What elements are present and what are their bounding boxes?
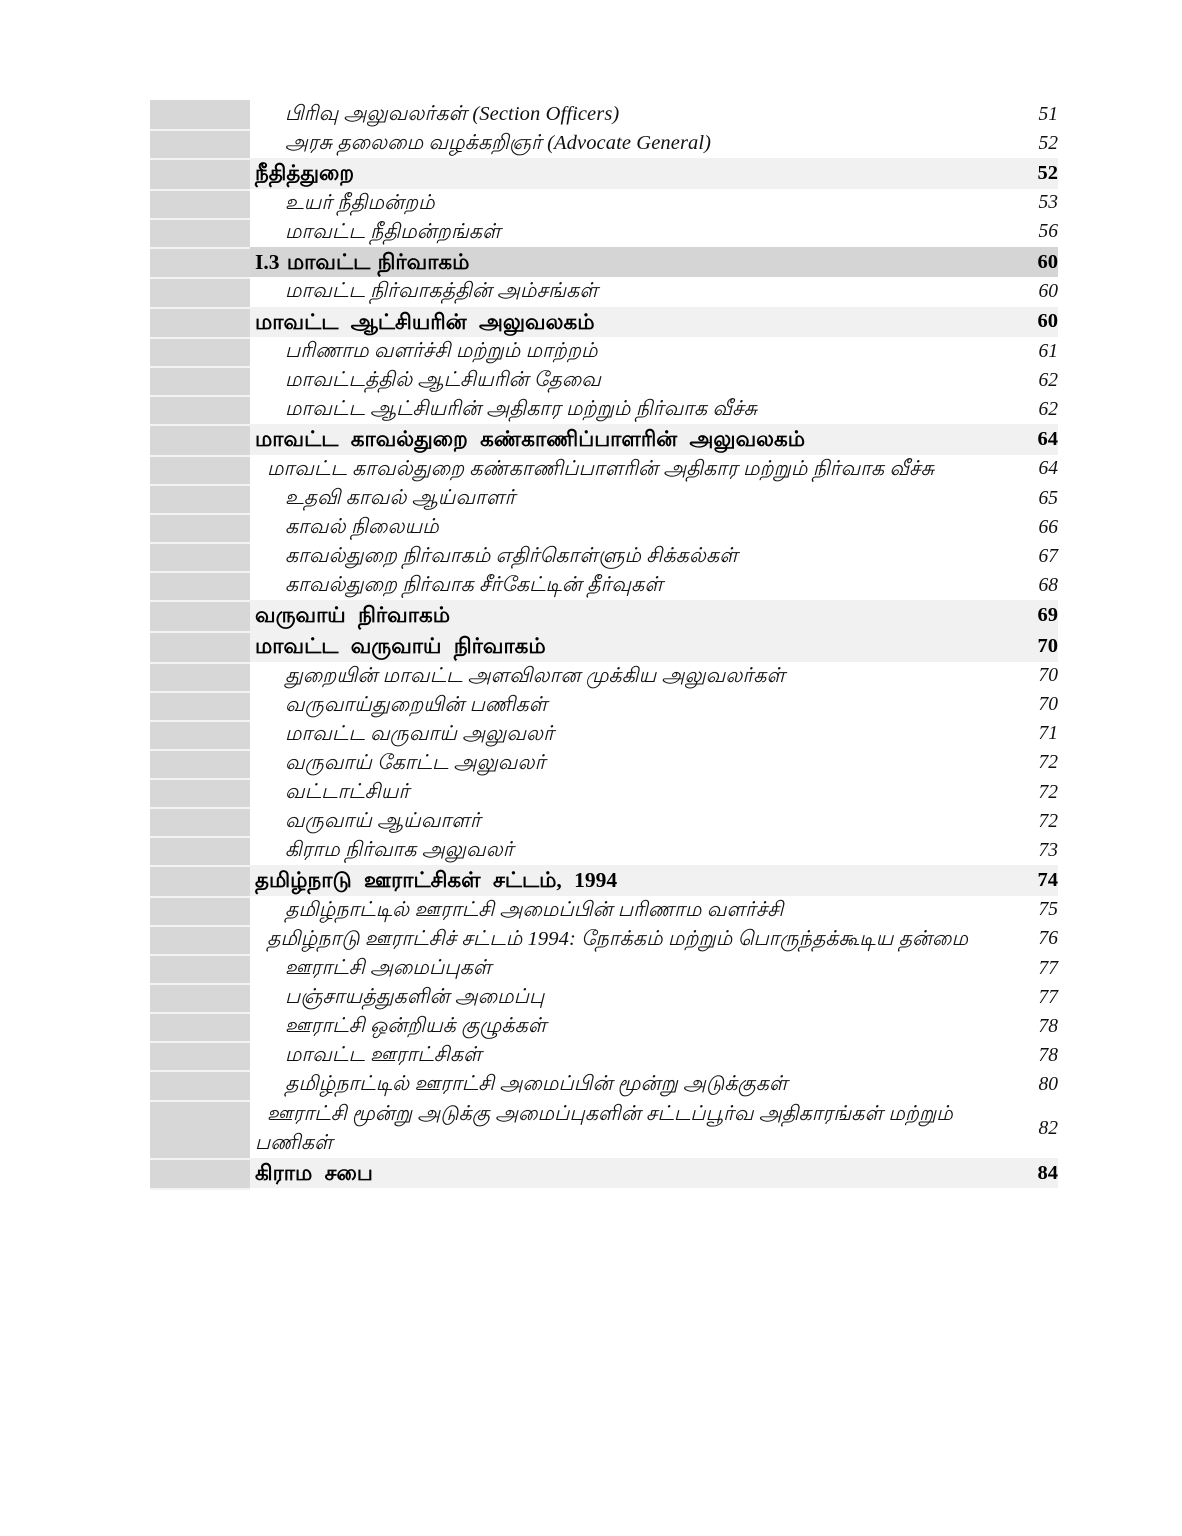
- toc-entry-label-cell: [250, 571, 980, 600]
- toc-entry-label: தமிழ்நாட்டில் ஊராட்சி அமைப்பின் மூன்று அடுக்குகள்: [285, 1073, 788, 1096]
- toc-entry-label: ஊராட்சி மூன்று அடுக்கு அமைப்புகளின் சட்டப்பூர்வ அதிகாரங்கள் மற்றும் பணிகள்: [255, 1102, 953, 1154]
- toc-page-number: 62: [1038, 398, 1058, 420]
- toc-row-gutter-cell: [150, 1100, 250, 1158]
- toc-row-gutter-cell: [150, 189, 250, 218]
- toc-page-number-cell: [980, 807, 1058, 836]
- toc-entry-row[interactable]: [150, 571, 1058, 600]
- toc-entry-label: மாவட்டத்தில் ஆட்சியரின் தேவை: [285, 369, 602, 392]
- toc-entry-label-cell: [250, 1012, 980, 1041]
- toc-entry-row[interactable]: [150, 1100, 1058, 1158]
- toc-entry-label: மாவட்ட ஆட்சியரின் அதிகார மற்றும் நிர்வாக வீச்சு: [285, 398, 758, 421]
- toc-entry-label-cell: [250, 366, 980, 395]
- toc-entry-row[interactable]: [150, 836, 1058, 865]
- toc-page-number: 78: [1038, 1044, 1058, 1066]
- toc-entry-label: காவல் நிலையம்: [285, 516, 439, 539]
- toc-entry-row[interactable]: [150, 366, 1058, 395]
- toc-page-number: 73: [1038, 839, 1058, 861]
- toc-page-number: 84: [1037, 1161, 1058, 1184]
- toc-page-number-cell: [980, 1041, 1058, 1070]
- toc-section-row[interactable]: [150, 865, 1058, 896]
- toc-page-number: 66: [1038, 516, 1058, 538]
- toc-entry-label-cell: [250, 100, 980, 129]
- toc-entry-label: பஞ்சாயத்துகளின் அமைப்பு: [285, 986, 545, 1009]
- toc-page-number: 77: [1038, 986, 1058, 1008]
- toc-entry-label-cell: [250, 307, 980, 338]
- toc-page-number: 71: [1038, 723, 1058, 745]
- toc-page-number: 72: [1038, 752, 1058, 774]
- toc-page-number: 78: [1038, 1015, 1058, 1037]
- toc-entry-label: மாவட்ட காவல்துறை கண்காணிப்பாளரின் அலுவலகம்: [255, 427, 806, 452]
- toc-entry-row[interactable]: [150, 925, 1058, 954]
- toc-page-number: 72: [1038, 781, 1058, 803]
- toc-page-number: 60: [1037, 310, 1058, 333]
- toc-entry-label-cell: [250, 954, 980, 983]
- toc-page-number: 51: [1038, 103, 1058, 125]
- toc-row-gutter-cell: [150, 366, 250, 395]
- toc-entry-label: I.3 மாவட்ட நிர்வாகம்: [255, 249, 470, 274]
- toc-entry-label-cell: [250, 807, 980, 836]
- toc-entry-row[interactable]: [150, 218, 1058, 247]
- toc-entry-label-cell: [250, 865, 980, 896]
- toc-entry-label: மாவட்ட நீதிமன்றங்கள்: [285, 220, 501, 243]
- toc-row-gutter-cell: [150, 395, 250, 424]
- toc-entry-row[interactable]: [150, 807, 1058, 836]
- toc-entry-row[interactable]: [150, 749, 1058, 778]
- toc-page-number-cell: [980, 129, 1058, 158]
- toc-entry-row[interactable]: [150, 100, 1058, 129]
- toc-entry-label: பரிணாம வளர்ச்சி மற்றும் மாற்றம்: [285, 340, 598, 363]
- toc-row-gutter-cell: [150, 1158, 250, 1189]
- toc-row-gutter-cell: [150, 983, 250, 1012]
- toc-entry-label-cell: [250, 158, 980, 189]
- toc-page-number: 70: [1038, 665, 1058, 687]
- toc-entry-label-cell: [250, 218, 980, 247]
- toc-entry-label: தமிழ்நாடு ஊராட்சிகள் சட்டம், 1994: [255, 868, 618, 893]
- toc-page-number-cell: [980, 749, 1058, 778]
- toc-page-number-cell: [980, 277, 1058, 306]
- toc-entry-label: உயர் நீதிமன்றம்: [285, 191, 435, 214]
- toc-entry-label: மாவட்ட ஊராட்சிகள்: [285, 1044, 482, 1067]
- toc-entry-label: துறையின் மாவட்ட அளவிலான முக்கிய அலுவலர்கள்: [285, 664, 786, 687]
- toc-page-number: 60: [1038, 281, 1058, 303]
- toc-page-number: 65: [1038, 487, 1058, 509]
- toc-entry-label-cell: [250, 247, 980, 278]
- toc-entry-label-cell: [250, 484, 980, 513]
- toc-entry-label: நீதித்துறை: [255, 161, 355, 186]
- toc-entry-label-cell: [250, 129, 980, 158]
- toc-entry-label: ஊராட்சி அமைப்புகள்: [285, 957, 492, 980]
- toc-page-number-cell: [980, 542, 1058, 571]
- toc-entry-label-cell: [250, 631, 980, 662]
- toc-entry-label-cell: [250, 513, 980, 542]
- toc-page-number-cell: [980, 954, 1058, 983]
- toc-entry-label-cell: [250, 720, 980, 749]
- toc-row-gutter-cell: [150, 865, 250, 896]
- toc-entry-label: மாவட்ட வருவாய் அலுவலர்: [285, 722, 554, 745]
- toc-page-number-cell: [980, 484, 1058, 513]
- toc-section-row[interactable]: [150, 631, 1058, 662]
- toc-entry-label: மாவட்ட காவல்துறை கண்காணிப்பாளரின் அதிகார மற்றும் நிர்வாக வீச்சு: [267, 457, 935, 480]
- toc-entry-label: வருவாய்துறையின் பணிகள்: [285, 693, 548, 716]
- toc-entry-label-cell: [250, 778, 980, 807]
- toc-row-gutter-cell: [150, 749, 250, 778]
- toc-row-gutter-cell: [150, 571, 250, 600]
- toc-entry-row[interactable]: [150, 189, 1058, 218]
- toc-entry-label: மாவட்ட வருவாய் நிர்வாகம்: [255, 634, 546, 658]
- toc-page-number: 82: [1038, 1117, 1058, 1139]
- toc-entry-row[interactable]: [150, 542, 1058, 571]
- toc-chapter-row[interactable]: [150, 247, 1058, 278]
- toc-row-gutter-cell: [150, 424, 250, 455]
- toc-page-number: 64: [1037, 428, 1058, 451]
- toc-entry-row[interactable]: [150, 1012, 1058, 1041]
- toc-page-number-cell: [980, 218, 1058, 247]
- toc-page-number: 76: [1038, 928, 1058, 950]
- toc-entry-label-cell: [250, 189, 980, 218]
- toc-entry-label: கிராம சபை: [255, 1160, 373, 1185]
- toc-section-row[interactable]: [150, 424, 1058, 455]
- toc-row-gutter-cell: [150, 836, 250, 865]
- toc-row-gutter-cell: [150, 455, 250, 484]
- toc-entry-label-cell: [250, 896, 980, 925]
- toc-page-number-cell: [980, 896, 1058, 925]
- toc-row-gutter-cell: [150, 100, 250, 129]
- toc-page-number-cell: [980, 865, 1058, 896]
- toc-row-gutter-cell: [150, 277, 250, 306]
- toc-row-gutter-cell: [150, 925, 250, 954]
- table-of-contents: [150, 100, 1058, 1188]
- toc-entry-label-cell: [250, 836, 980, 865]
- toc-entry-label-cell: [250, 1158, 980, 1189]
- toc-page-number: 52: [1037, 161, 1058, 184]
- toc-entry-row[interactable]: [150, 896, 1058, 925]
- toc-entry-row[interactable]: [150, 337, 1058, 366]
- toc-entry-label-cell: [250, 277, 980, 306]
- toc-entry-row[interactable]: [150, 1070, 1058, 1099]
- toc-entry-label-cell: [250, 1100, 980, 1158]
- toc-page-number: 77: [1038, 957, 1058, 979]
- toc-page-number: 69: [1037, 604, 1058, 627]
- toc-row-gutter-cell: [150, 954, 250, 983]
- toc-row-gutter-cell: [150, 896, 250, 925]
- toc-page-number-cell: [980, 424, 1058, 455]
- toc-page-number-cell: [980, 925, 1058, 954]
- toc-page-number-cell: [980, 337, 1058, 366]
- toc-page-number: 56: [1038, 221, 1058, 243]
- toc-row-gutter-cell: [150, 778, 250, 807]
- toc-section-row[interactable]: [150, 158, 1058, 189]
- toc-entry-row[interactable]: [150, 691, 1058, 720]
- toc-row-gutter-cell: [150, 484, 250, 513]
- toc-row-gutter-cell: [150, 1070, 250, 1099]
- toc-row-gutter-cell: [150, 807, 250, 836]
- toc-section-row[interactable]: [150, 600, 1058, 631]
- toc-page-number-cell: [980, 189, 1058, 218]
- toc-entry-row[interactable]: [150, 277, 1058, 306]
- toc-entry-label-cell: [250, 395, 980, 424]
- toc-entry-label: தமிழ்நாட்டில் ஊராட்சி அமைப்பின் பரிணாம வளர்ச்சி: [285, 898, 784, 921]
- toc-entry-label: மாவட்ட ஆட்சியரின் அலுவலகம்: [255, 309, 595, 334]
- toc-entry-label-cell: [250, 542, 980, 571]
- toc-page-number: 70: [1038, 694, 1058, 716]
- toc-page-number-cell: [980, 1012, 1058, 1041]
- toc-page-number: 75: [1038, 899, 1058, 921]
- toc-page-number-cell: [980, 307, 1058, 338]
- toc-page-number: 67: [1038, 545, 1058, 567]
- toc-entry-label-cell: [250, 600, 980, 631]
- toc-entry-label-cell: [250, 455, 980, 484]
- toc-page-number-cell: [980, 691, 1058, 720]
- toc-row-gutter-cell: [150, 720, 250, 749]
- toc-row-gutter-cell: [150, 247, 250, 278]
- toc-page-number: 60: [1037, 250, 1058, 273]
- toc-page-number: 61: [1038, 340, 1058, 362]
- toc-page-number-cell: [980, 513, 1058, 542]
- toc-row-gutter-cell: [150, 631, 250, 662]
- toc-entry-label: பிரிவு அலுவலர்கள் (Section Officers): [285, 103, 620, 125]
- toc-page-number-cell: [980, 571, 1058, 600]
- toc-entry-label: காவல்துறை நிர்வாக சீர்கேட்டின் தீர்வுகள்: [285, 574, 663, 597]
- toc-entry-label: மாவட்ட நிர்வாகத்தின் அம்சங்கள்: [285, 280, 598, 303]
- toc-entry-label-cell: [250, 749, 980, 778]
- toc-page-number-cell: [980, 836, 1058, 865]
- toc-page-number: 64: [1038, 458, 1058, 480]
- toc-row-gutter-cell: [150, 542, 250, 571]
- toc-entry-row[interactable]: [150, 778, 1058, 807]
- toc-page-number-cell: [980, 600, 1058, 631]
- toc-page-number-cell: [980, 1100, 1058, 1158]
- toc-section-row[interactable]: [150, 307, 1058, 338]
- toc-row-gutter-cell: [150, 337, 250, 366]
- toc-entry-label-cell: [250, 337, 980, 366]
- toc-section-row[interactable]: [150, 1158, 1058, 1189]
- toc-entry-label: காவல்துறை நிர்வாகம் எதிர்கொள்ளும் சிக்கல்கள்: [285, 545, 738, 568]
- toc-entry-label-cell: [250, 1041, 980, 1070]
- toc-page-number-cell: [980, 395, 1058, 424]
- toc-page-number-cell: [980, 455, 1058, 484]
- toc-page-number-cell: [980, 631, 1058, 662]
- toc-entry-row[interactable]: [150, 1041, 1058, 1070]
- toc-page-number-cell: [980, 100, 1058, 129]
- toc-entry-label: வருவாய் ஆய்வாளர்: [285, 810, 481, 833]
- toc-row-gutter-cell: [150, 218, 250, 247]
- toc-row-gutter-cell: [150, 1012, 250, 1041]
- toc-entry-label: வட்டாட்சியர்: [285, 780, 410, 803]
- toc-page-number-cell: [980, 366, 1058, 395]
- toc-entry-label: வருவாய் கோட்ட அலுவலர்: [285, 751, 546, 774]
- toc-entry-row[interactable]: [150, 455, 1058, 484]
- toc-row-gutter-cell: [150, 1041, 250, 1070]
- toc-page-number-cell: [980, 662, 1058, 691]
- toc-entry-label: வருவாய் நிர்வாகம்: [255, 603, 451, 628]
- toc-page-number-cell: [980, 983, 1058, 1012]
- toc-page-number-cell: [980, 720, 1058, 749]
- toc-entry-row[interactable]: [150, 662, 1058, 691]
- toc-page-number: 74: [1037, 869, 1058, 892]
- toc-entry-label-cell: [250, 662, 980, 691]
- toc-page-number-cell: [980, 247, 1058, 278]
- toc-page-number: 68: [1038, 574, 1058, 596]
- toc-row-gutter-cell: [150, 307, 250, 338]
- toc-entry-row[interactable]: [150, 720, 1058, 749]
- toc-entry-label-cell: [250, 1070, 980, 1099]
- toc-entry-row[interactable]: [150, 395, 1058, 424]
- toc-page-number-cell: [980, 778, 1058, 807]
- toc-row-gutter-cell: [150, 513, 250, 542]
- toc-entry-row[interactable]: [150, 129, 1058, 158]
- toc-page-number-cell: [980, 1070, 1058, 1099]
- toc-entry-row[interactable]: [150, 983, 1058, 1012]
- toc-page-number: 80: [1038, 1074, 1058, 1095]
- toc-page-number: 70: [1037, 634, 1058, 657]
- toc-entry-label: ஊராட்சி ஒன்றியக் குழுக்கள்: [285, 1015, 547, 1038]
- toc-row-gutter-cell: [150, 691, 250, 720]
- toc-page-number-cell: [980, 1158, 1058, 1189]
- toc-row-gutter-cell: [150, 600, 250, 631]
- toc-entry-label: தமிழ்நாடு ஊராட்சிச் சட்டம் 1994: நோக்கம் மற்றும் பொருந்தக்கூடிய தன்மை: [267, 927, 969, 950]
- toc-entry-row[interactable]: [150, 513, 1058, 542]
- toc-entry-label-cell: [250, 925, 980, 954]
- toc-entry-row[interactable]: [150, 954, 1058, 983]
- toc-entry-row[interactable]: [150, 484, 1058, 513]
- toc-entry-label: உதவி காவல் ஆய்வாளர்: [285, 487, 516, 510]
- toc-page-number: 62: [1038, 369, 1058, 391]
- toc-page-number-cell: [980, 158, 1058, 189]
- toc-page-number: 72: [1038, 810, 1058, 832]
- toc-entry-label-cell: [250, 691, 980, 720]
- gutter-separator: [150, 1188, 250, 1190]
- toc-entry-label-cell: [250, 424, 980, 455]
- toc-entry-label: அரசு தலைமை வழக்கறிஞர் (Advocate General): [285, 132, 712, 155]
- toc-body: [150, 100, 1058, 1188]
- toc-entry-label-cell: [250, 983, 980, 1012]
- toc-row-gutter-cell: [150, 662, 250, 691]
- toc-row-gutter-cell: [150, 129, 250, 158]
- toc-page-number: 52: [1038, 132, 1058, 154]
- toc-entry-label: கிராம நிர்வாக அலுவலர்: [285, 839, 514, 862]
- toc-page-number: 53: [1038, 192, 1058, 214]
- toc-row-gutter-cell: [150, 158, 250, 189]
